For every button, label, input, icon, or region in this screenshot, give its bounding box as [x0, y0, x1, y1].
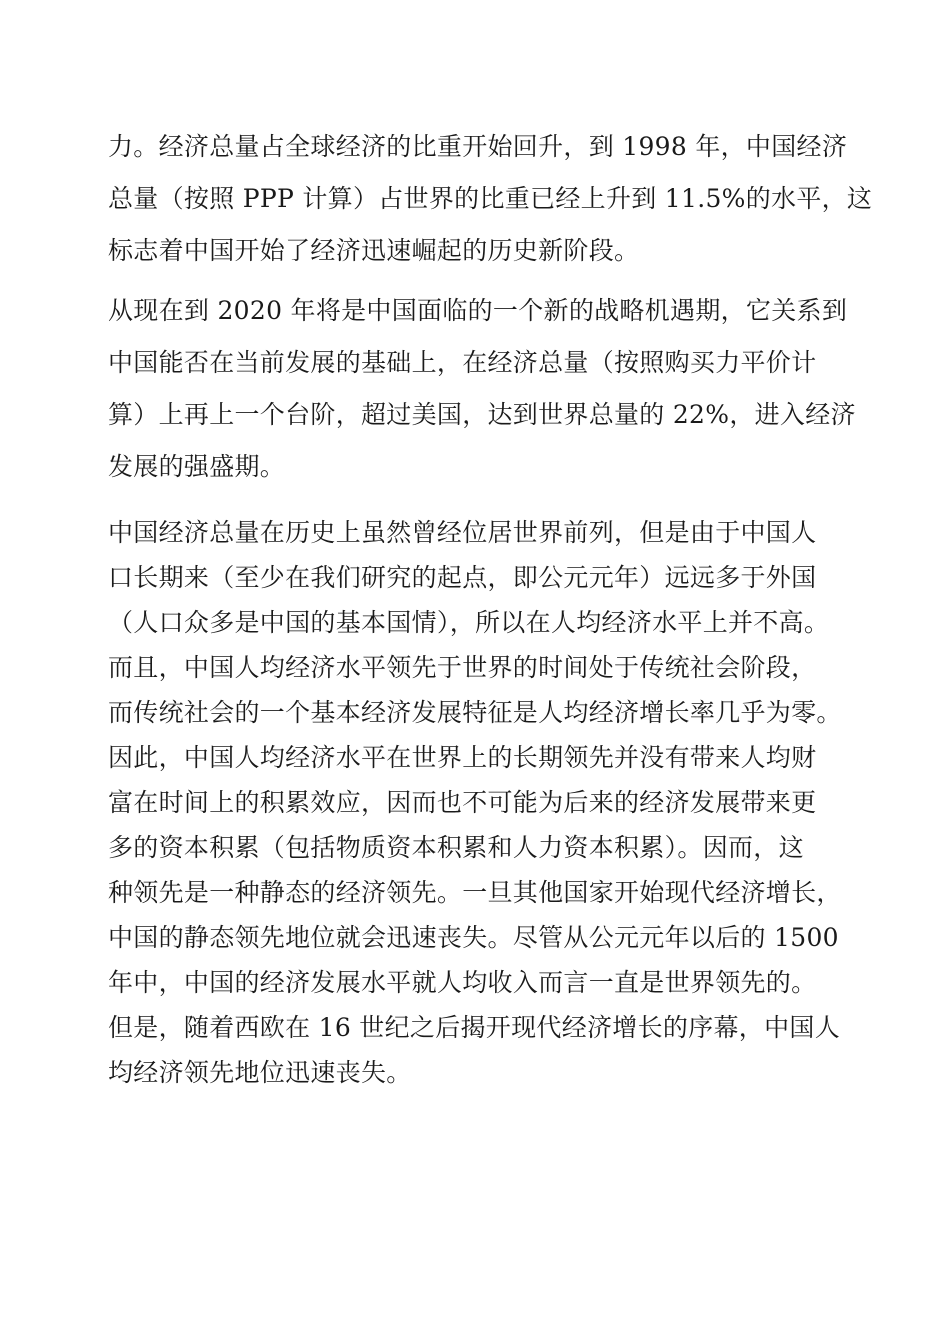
- text-line: 标志着中国开始了经济迅速崛起的历史新阶段。: [108, 236, 640, 265]
- text-line: 中国经济总量在历史上虽然曾经位居世界前列，但是由于中国人: [108, 518, 817, 547]
- text-line: 算）上再上一个台阶，超过美国，达到世界总量的 22%，进入经济: [108, 400, 856, 429]
- text-line: 均经济领先地位迅速丧失。: [108, 1058, 412, 1087]
- text-line: 多的资本积累（包括物质资本积累和人力资本积累）。因而，这: [108, 833, 804, 862]
- text-line: 发展的强盛期。: [108, 452, 286, 481]
- paragraph-3: [108, 520, 842, 1105]
- text-line: 力。经济总量占全球经济的比重开始回升，到 1998 年，中国经济: [108, 132, 848, 161]
- text-line: 中国能否在当前发展的基础上，在经济总量（按照购买力平价计: [108, 348, 817, 377]
- text-line: 因此，中国人均经济水平在世界上的长期领先并没有带来人均财: [108, 743, 817, 772]
- paragraph-2: [108, 298, 856, 506]
- text-line: 而且，中国人均经济水平领先于世界的时间处于传统社会阶段，: [108, 653, 817, 682]
- text-line: 但是，随着西欧在 16 世纪之后揭开现代经济增长的序幕，中国人: [108, 1013, 841, 1042]
- text-line: 年中，中国的经济发展水平就人均收入而言一直是世界领先的。: [108, 968, 817, 997]
- text-line: 总量（按照 PPP 计算）占世界的比重已经上升到 11.5%的水平，这: [108, 184, 873, 213]
- text-line: （人口众多是中国的基本国情），所以在人均经济水平上并不高。: [108, 608, 830, 637]
- paragraph-1: [108, 134, 872, 290]
- text-line: 富在时间上的积累效应，因而也不可能为后来的经济发展带来更: [108, 788, 817, 817]
- text-line: 中国的静态领先地位就会迅速丧失。尽管从公元元年以后的 1500: [108, 923, 839, 952]
- text-line: 种领先是一种静态的经济领先。一旦其他国家开始现代经济增长，: [108, 878, 842, 907]
- text-line: 口长期来（至少在我们研究的起点，即公元元年）远远多于外国: [108, 563, 817, 592]
- text-line: 而传统社会的一个基本经济发展特征是人均经济增长率几乎为零。: [108, 698, 842, 727]
- text-line: 从现在到 2020 年将是中国面临的一个新的战略机遇期，它关系到: [108, 296, 848, 325]
